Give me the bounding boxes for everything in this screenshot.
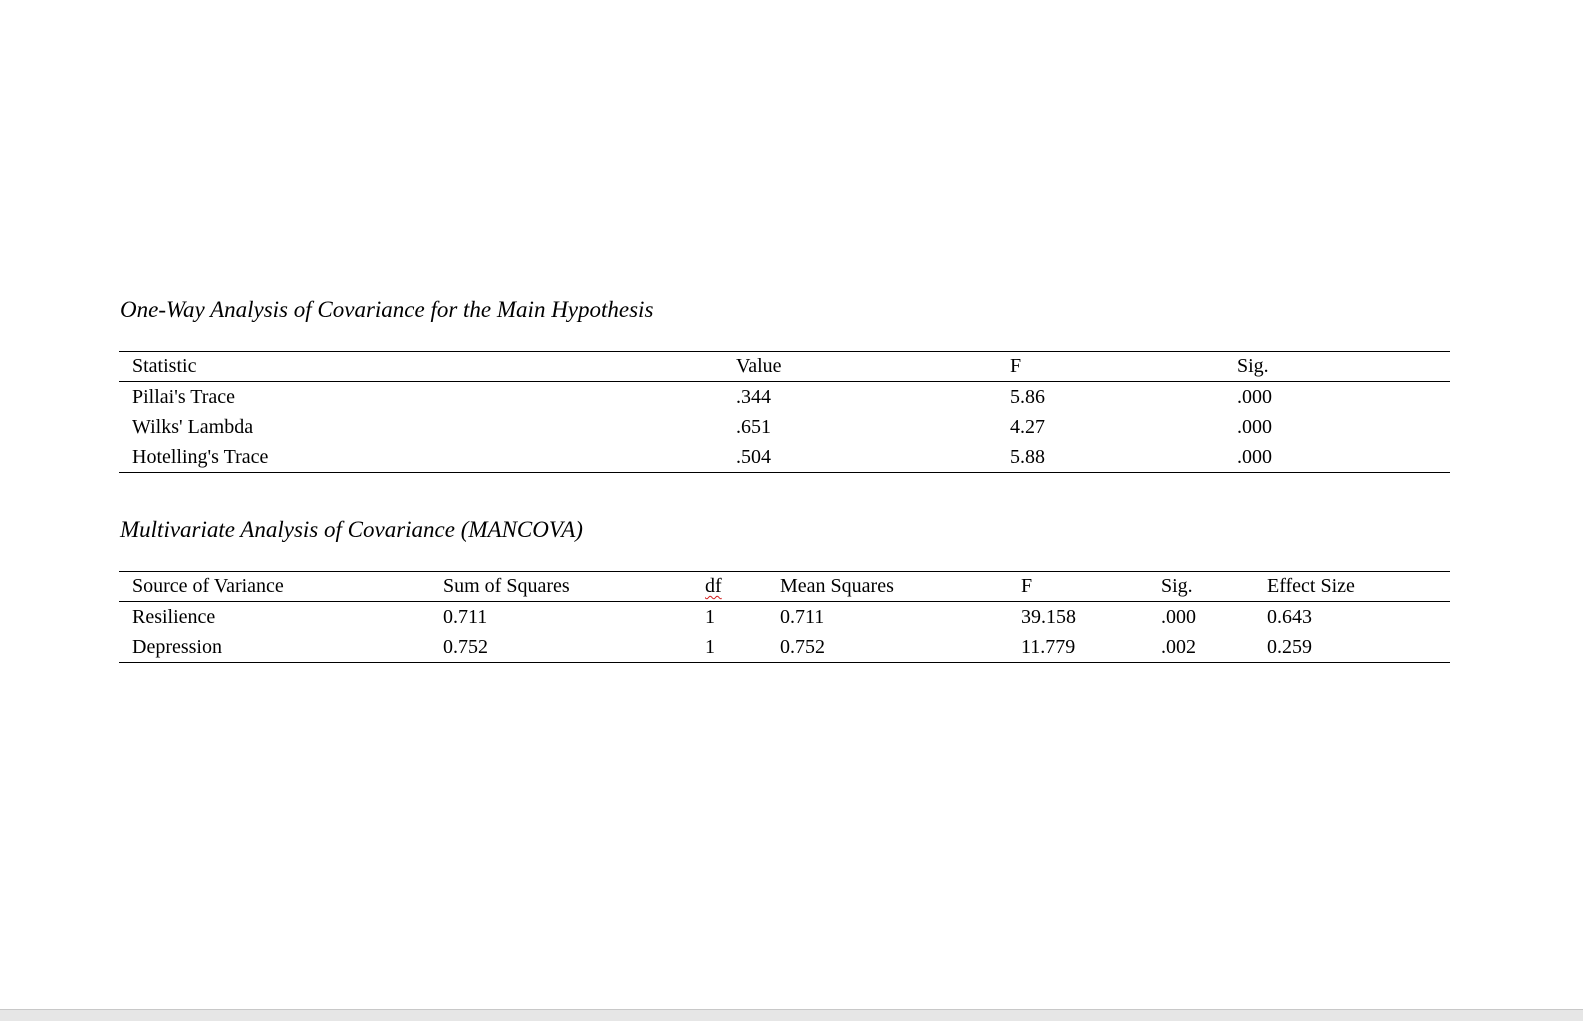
cell-effect-size: 0.259	[1254, 632, 1450, 663]
cell-value: .344	[736, 385, 771, 408]
cell-source: Depression	[119, 632, 430, 663]
table-title-mancova: Multivariate Analysis of Covariance (MANCOVA)	[120, 517, 583, 542]
cell-f: 11.779	[1008, 632, 1148, 663]
column-header-sig: Sig.	[1224, 352, 1450, 382]
column-header-f: F	[1008, 572, 1148, 602]
table-row	[119, 382, 1450, 413]
window-bottom-edge	[0, 1009, 1583, 1021]
column-header-df: df	[705, 575, 722, 597]
cell-f: 5.86	[1010, 385, 1045, 408]
cell-f: 4.27	[1010, 415, 1045, 438]
column-header-statistic: Statistic	[119, 352, 723, 382]
cell-mean-squares: 0.711	[780, 605, 825, 628]
column-header-df-cell	[692, 572, 767, 602]
table-row	[119, 602, 1450, 633]
cell-statistic: Wilks' Lambda	[132, 415, 254, 438]
cell-mean-squares: 0.752	[767, 632, 1008, 663]
cell-sig: .000	[1224, 442, 1450, 473]
table-row	[119, 412, 1450, 442]
cell-statistic: Pillai's Trace	[132, 385, 236, 408]
cell-effect-size: 0.643	[1267, 605, 1312, 628]
ancova-table	[119, 351, 1450, 473]
table-header-row	[119, 352, 1450, 382]
table-row	[119, 442, 1450, 473]
cell-statistic: Hotelling's Trace	[119, 442, 723, 473]
column-header-effect-size: Effect Size	[1254, 572, 1450, 602]
cell-f: 5.88	[997, 442, 1224, 473]
cell-value: .651	[736, 415, 771, 438]
column-header-source: Source of Variance	[119, 572, 430, 602]
table-header-row	[119, 572, 1450, 602]
column-header-f: F	[997, 352, 1224, 382]
cell-sig: .002	[1148, 632, 1254, 663]
cell-sig: .000	[1161, 605, 1196, 628]
cell-f: 39.158	[1021, 605, 1076, 628]
column-header-sig: Sig.	[1148, 572, 1254, 602]
cell-sig: .000	[1237, 385, 1272, 408]
table-row	[119, 632, 1450, 663]
column-header-value: Value	[723, 352, 997, 382]
cell-sum-of-squares: 0.711	[443, 605, 488, 628]
cell-df: 1	[705, 605, 715, 628]
cell-source: Resilience	[132, 605, 216, 628]
cell-df: 1	[692, 632, 767, 663]
cell-value: .504	[723, 442, 997, 473]
column-header-mean-squares: Mean Squares	[767, 572, 1008, 602]
table-title-ancova: One-Way Analysis of Covariance for the Main Hypothesis	[120, 297, 654, 322]
column-header-sum-of-squares: Sum of Squares	[430, 572, 692, 602]
mancova-table	[119, 571, 1450, 663]
cell-sig: .000	[1237, 415, 1272, 438]
cell-sum-of-squares: 0.752	[430, 632, 692, 663]
